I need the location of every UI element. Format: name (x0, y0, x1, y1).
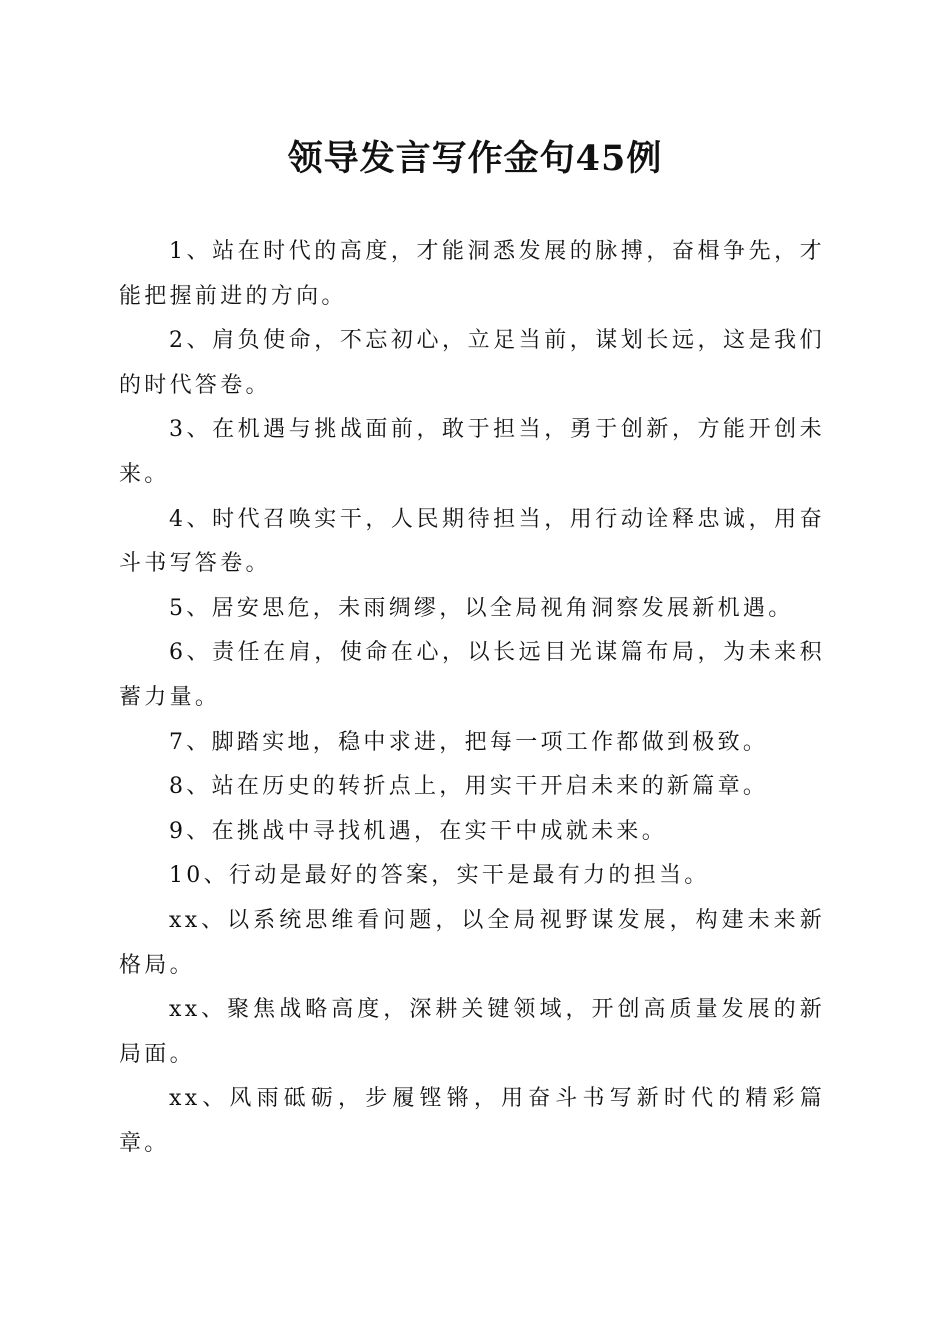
paragraph-7: 7、脚踏实地，稳中求进，把每一项工作都做到极致。 (169, 729, 769, 755)
paragraph-11: xx、以系统思维看问题，以全局视野谋发展，构建未来新格局。 (119, 907, 825, 978)
paragraph-4: 4、时代召唤实干，人民期待担当，用行动诠释忠诚，用奋斗书写答卷。 (119, 506, 825, 577)
document-title: 领导发言写作金句45例 (287, 138, 663, 179)
paragraph-12: xx、聚焦战略高度，深耕关键领域，开创高质量发展的新局面。 (119, 997, 825, 1067)
paragraph-8: 8、站在历史的转折点上，用实干开启未来的新篇章。 (169, 774, 769, 800)
paragraph-13: xx、风雨砥砺，步履铿锵，用奋斗书写新时代的精彩篇章。 (119, 1086, 825, 1156)
paragraph-6: 6、责任在肩，使命在心，以长远目光谋篇布局，为未来积蓄力量。 (119, 640, 825, 710)
paragraph-5: 5、居安思危，未雨绸缪，以全局视角洞察发展新机遇。 (169, 595, 794, 621)
paragraph-2: 2、肩负使命，不忘初心，立足当前，谋划长远，这是我们的时代答卷。 (119, 328, 825, 398)
paragraph-10: 10、行动是最好的答案，实干是最有力的担当。 (169, 863, 710, 889)
document-body (119, 230, 825, 1166)
paragraph-9: 9、在挑战中寻找机遇，在实干中成就未来。 (169, 818, 667, 844)
paragraph-3: 3、在机遇与挑战面前，敢于担当，勇于创新，方能开创未来。 (119, 417, 825, 487)
paragraph-1: 1、站在时代的高度，才能洞悉发展的脉搏，奋楫争先，才能把握前进的方向。 (119, 239, 825, 309)
